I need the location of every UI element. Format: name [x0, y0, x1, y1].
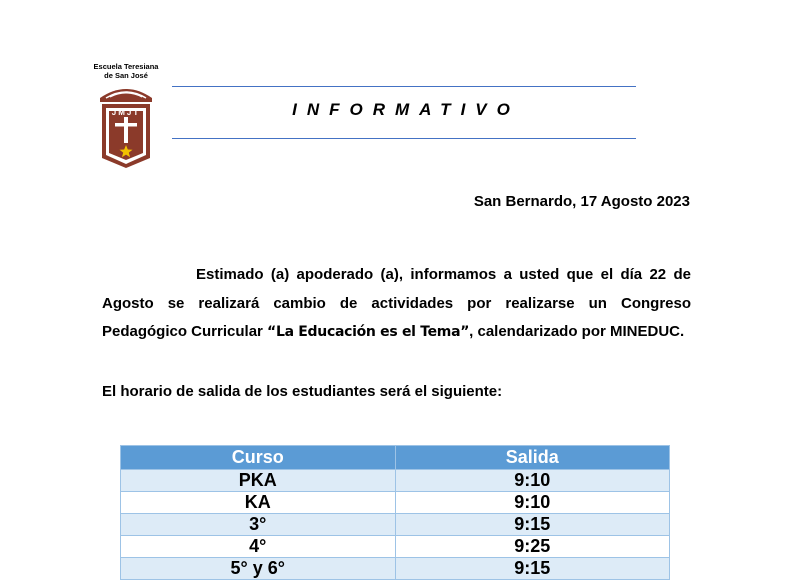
header-rule-bottom: [172, 138, 636, 139]
schedule-table: [120, 445, 670, 580]
schedule-intro: El horario de salida de los estudiantes será el siguiente:: [102, 383, 503, 400]
course-cell: 5° y 6°: [121, 558, 396, 580]
column-header-salida: Salida: [395, 446, 670, 470]
time-cell: 9:10: [395, 492, 670, 514]
course-cell: KA: [121, 492, 396, 514]
table-row: [121, 492, 670, 514]
time-cell: 9:25: [395, 536, 670, 558]
congress-name: “La Educación es el Tema”: [267, 324, 470, 340]
course-cell: 3°: [121, 514, 396, 536]
school-logo: [86, 62, 166, 172]
table-row: [121, 514, 670, 536]
body-paragraph: [102, 261, 691, 347]
header-rule-top: [172, 86, 636, 87]
crest-icon: [96, 84, 156, 170]
course-cell: PKA: [121, 470, 396, 492]
course-cell: 4°: [121, 536, 396, 558]
school-name-line1: Escuela Teresiana: [93, 62, 159, 71]
school-name-line2: de San José: [104, 71, 148, 80]
paragraph-text-end: , calendarizado por MINEDUC.: [469, 323, 685, 340]
table-header-row: [121, 446, 670, 470]
page-title: INFORMATIVO: [292, 100, 520, 119]
time-cell: 9:15: [395, 514, 670, 536]
crest-letters: JMJT: [111, 108, 141, 117]
time-cell: 9:10: [395, 470, 670, 492]
school-name: [86, 62, 166, 80]
time-cell: 9:15: [395, 558, 670, 580]
table-row: [121, 558, 670, 580]
date-line: San Bernardo, 17 Agosto 2023: [473, 193, 690, 210]
table-row: [121, 470, 670, 492]
table-row: [121, 536, 670, 558]
column-header-curso: Curso: [121, 446, 396, 470]
paragraph-text-start: Estimado (a) apoderado (a), informamos a usted que el día 22 de Agosto se realizará cambio de actividades por realizarse un Congreso Pedagógico Curricular: [102, 266, 691, 340]
